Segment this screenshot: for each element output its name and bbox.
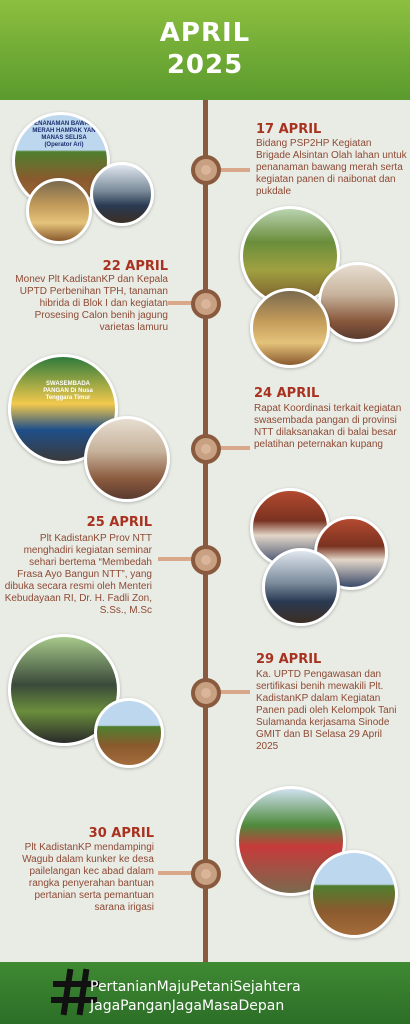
event-description: Plt KadistanKP Prov NTT menghadiri kegiatan seminar sehari bertema “Membedah Frasa Ayo Bangun NTT”, yang dibuka secara resmi oleh Menteri Kebudayaan RI, Dr. H. Fadli Zon, S.Ss., M.Sc [4, 533, 152, 616]
event-date: 30 APRIL [88, 826, 154, 841]
event-date: 29 APRIL [256, 652, 322, 667]
timeline-connector [220, 690, 250, 694]
timeline-node [191, 545, 221, 575]
timeline-node [191, 678, 221, 708]
event-photo [84, 416, 170, 502]
timeline-connector [220, 446, 250, 450]
photo-caption: PENANAMAN BAWANG MERAH HAMPAK YAN MANAS SELISA (Operator Ari) [30, 121, 98, 148]
event-date: 17 APRIL [256, 122, 322, 137]
timeline-node [191, 859, 221, 889]
event-photo [262, 548, 340, 626]
event-photo [310, 850, 398, 938]
page-title-year: 2025 [166, 50, 244, 80]
event-date: 24 APRIL [254, 386, 320, 401]
hashtag-line-2: JagaPanganJagaMasaDepan [90, 998, 285, 1014]
timeline-connector [220, 168, 250, 172]
event-photo [250, 288, 330, 368]
photo-caption: SWASEMBADA PANGAN Di Nusa Tenggara Timur [43, 381, 93, 401]
timeline-node [191, 434, 221, 464]
event-photo [90, 162, 154, 226]
event-description: Rapat Koordinasi terkait kegiatan swasembada pangan di provinsi NTT dilaksanakan di balai besar pelatihan peternakan kupang [254, 403, 402, 450]
timeline-node [191, 289, 221, 319]
event-description: Bidang PSP2HP Kegiatan Brigade Alsintan Olah lahan untuk penanaman bawang merah serta kegiatan panen di naibonat dan pukdale [256, 138, 407, 197]
page-title-month: APRIL [159, 18, 251, 48]
timeline-node [191, 155, 221, 185]
timeline-line [203, 100, 208, 962]
event-date: 25 APRIL [86, 515, 152, 530]
event-description: Plt KadistanKP mendampingi Wagub dalam kunker ke desa pailelangan kec abad dalam rangka penyerahan bantuan pertanian serta pemantuan sarana irigasi [22, 842, 154, 913]
timeline-connector [158, 871, 194, 875]
hashtag-line-1: PertanianMajuPetaniSejahtera [90, 979, 301, 995]
event-photo [318, 262, 398, 342]
timeline-connector [158, 557, 194, 561]
event-description: Ka. UPTD Pengawasan dan sertifikasi benih mewakili Plt. KadistanKP dalam Kegiatan Panen padi oleh Kelompok Tani Sulamanda kerjasama Sinode GMIT dan BI Selasa 29 April 2025 [256, 669, 397, 752]
event-photo [94, 698, 164, 768]
event-date: 22 APRIL [102, 259, 168, 274]
event-photo [26, 178, 92, 244]
event-description: Monev Plt KadistanKP dan Kepala UPTD Perbenihan TPH, tanaman hibrida di Blok I dan kegiatan Prosesing Calon benih jagung varietas lamuru [15, 274, 168, 333]
page-header [0, 0, 410, 100]
